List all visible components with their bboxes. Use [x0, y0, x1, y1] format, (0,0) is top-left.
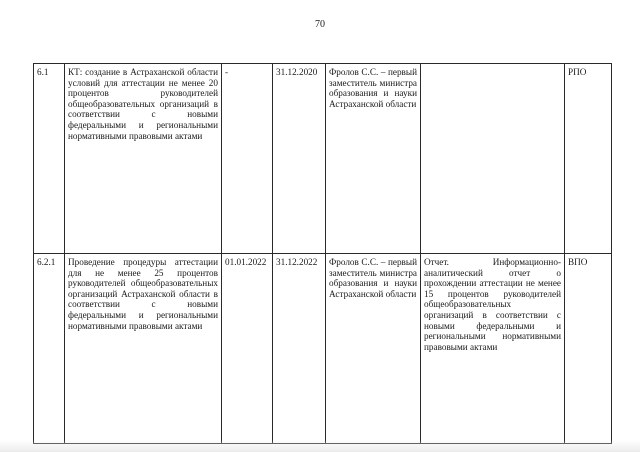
plan-table: [33, 63, 612, 444]
row-end-date: 31.12.2020: [273, 64, 326, 254]
row-responsible: [326, 254, 421, 444]
row-title: [65, 254, 222, 444]
row-number: 6.1: [34, 64, 65, 254]
table-row: [34, 254, 612, 444]
row-title: [65, 64, 222, 254]
row-number: 6.2.1: [34, 254, 65, 444]
row-title-text: КТ: создание в Астраханской области условий для аттестации не менее 20 процентов руководителей общеобразовательных организаций в соответствии с новыми федеральными и региональными нормативными правовыми актами: [68, 67, 218, 141]
row-responsible: [326, 64, 421, 254]
scan-edge-shadow: [0, 440, 640, 452]
row-result: [421, 64, 565, 254]
row-level: РПО: [565, 64, 612, 254]
row-start-date: -: [222, 64, 273, 254]
row-level: ВПО: [565, 254, 612, 444]
row-responsible-text: Фролов С.С. – первый заместитель министра образования и науки Астраханской области: [329, 67, 417, 109]
row-title-text: Проведение процедуры аттестации для не менее 25 процентов руководителей общеобразовательных организаций Астраханской области в соответствии с новыми федеральными и региональными нормативными правовыми актами: [68, 257, 218, 331]
row-end-date: 31.12.2022: [273, 254, 326, 444]
page-number: 70: [315, 19, 325, 30]
row-result: [421, 254, 565, 444]
row-responsible-text: Фролов С.С. – первый заместитель министра образования и науки Астраханской области: [329, 257, 417, 299]
table-row: [34, 64, 612, 254]
row-result-text: Отчет. Информационно-аналитический отчет о прохождении аттестации не менее 15 процентов руководителей общеобразовательных организаций в соответствии с новыми федеральными и региональными нормативными правовыми актами: [424, 257, 561, 352]
row-start-date: 01.01.2022: [222, 254, 273, 444]
